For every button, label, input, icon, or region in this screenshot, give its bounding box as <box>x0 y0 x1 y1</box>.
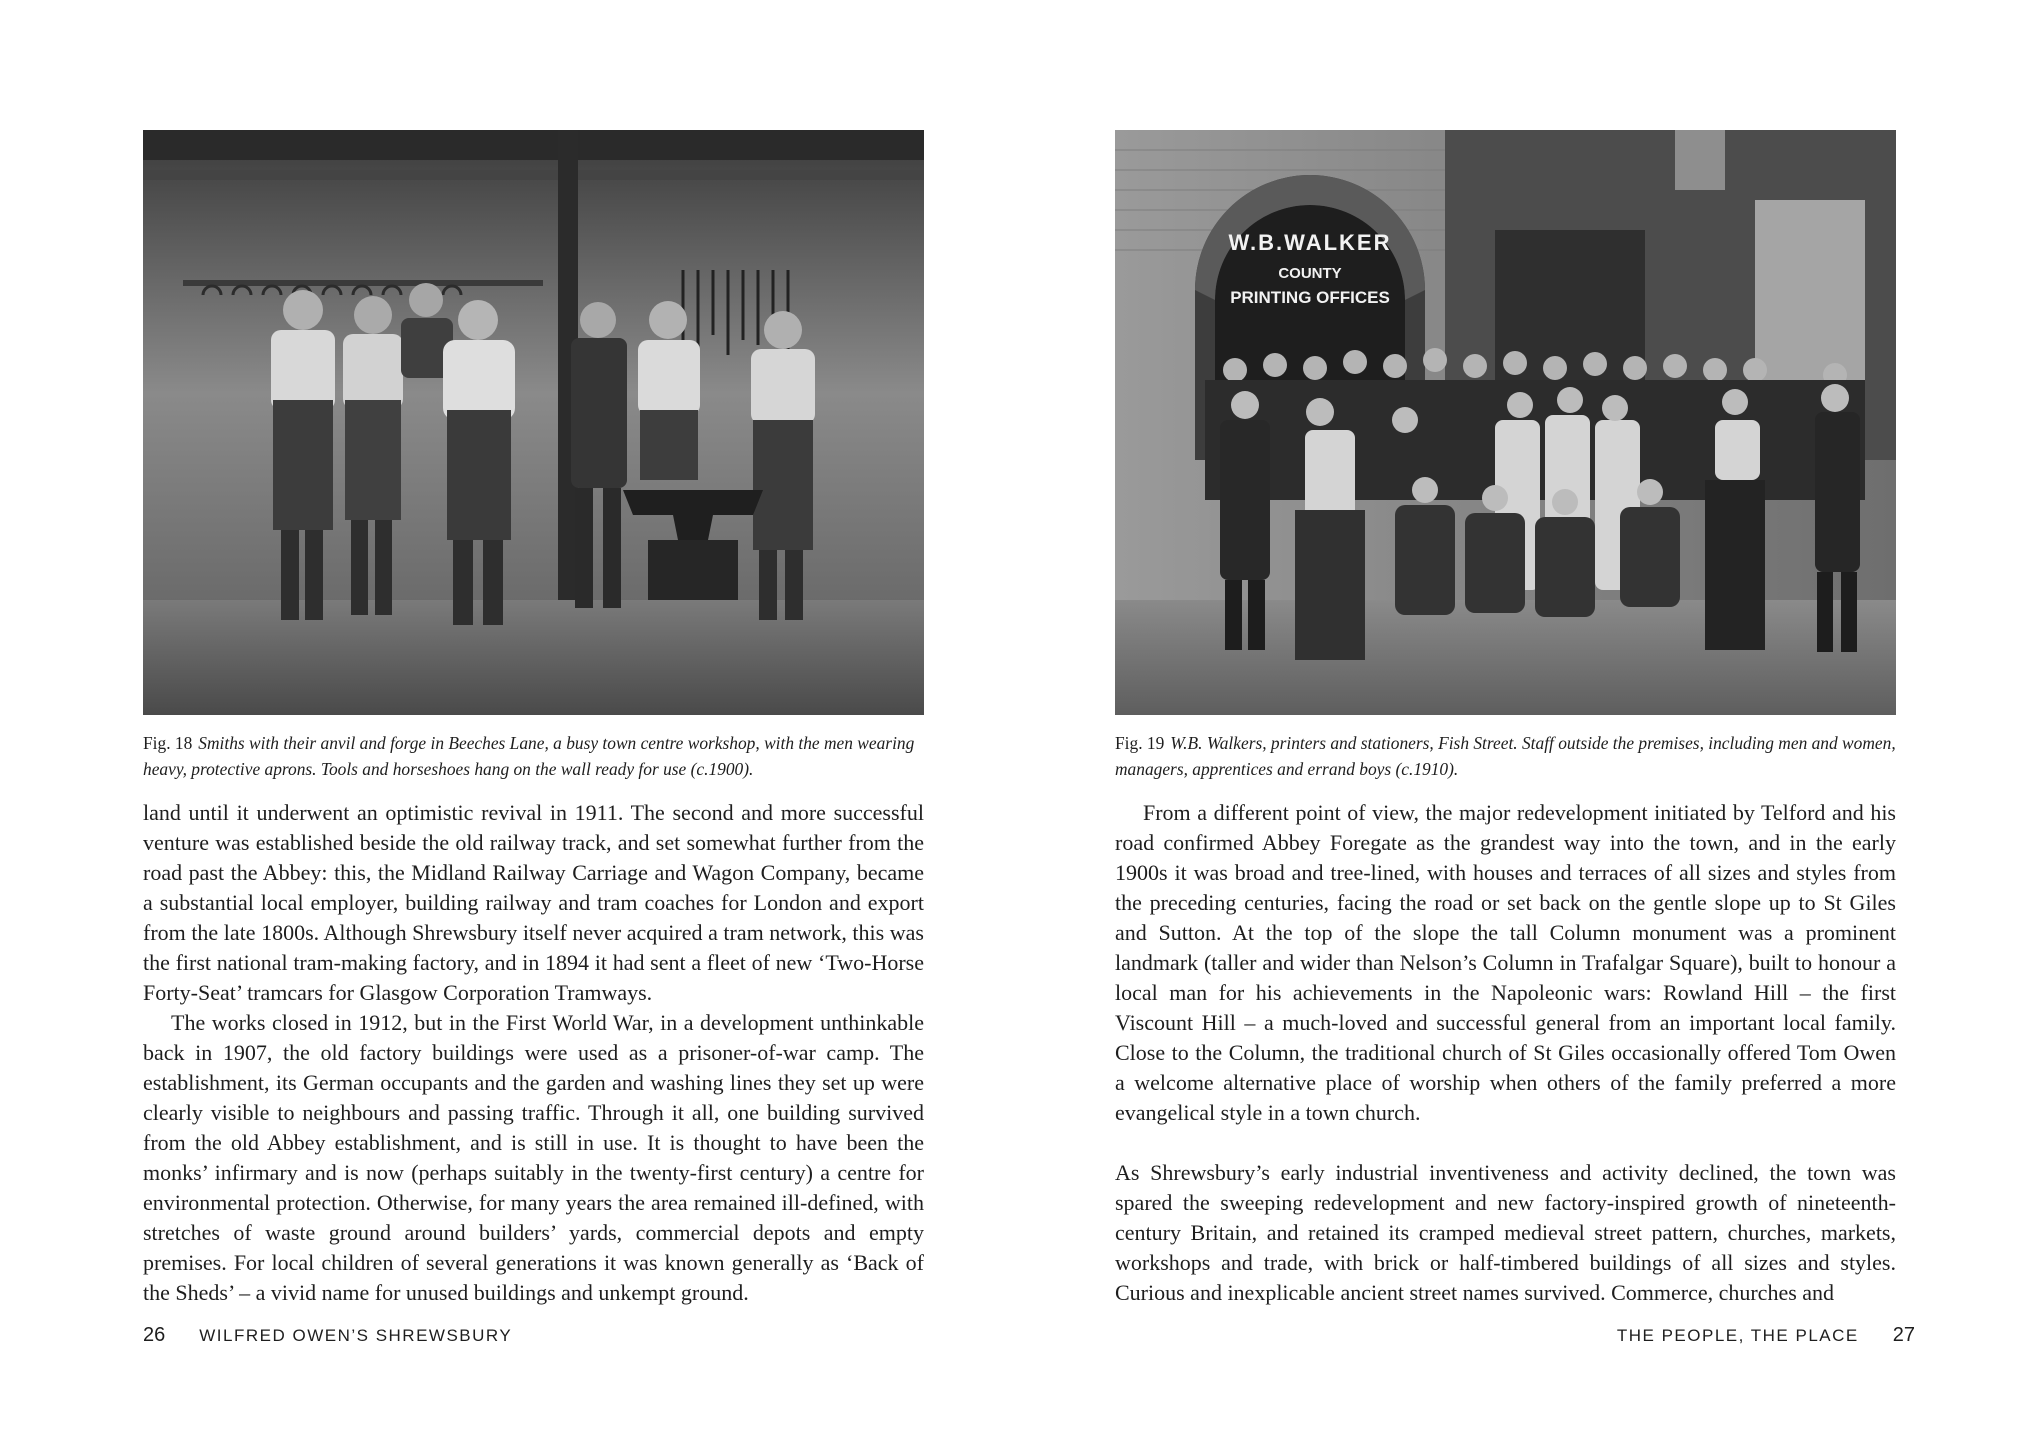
figure-caption <box>143 730 924 782</box>
blacksmiths-workshop-photo <box>143 130 924 715</box>
paragraph: land until it underwent an optimistic revival in 1911. The second and more successful venture was established beside the old railway track, and set somewhat further from the road past the Abbey: this, the Midland Railway Carriage and Wagon Company, became a substantial local employer, building railway and tram coaches for London and export from the late 1800s. Although Shrewsbury itself never acquired a tram network, this was the first national tram-making factory, and in 1894 it had sent a fleet of new ‘Two-Horse Forty-Seat’ tramcars for Glasgow Corporation Tramways. <box>143 800 924 1005</box>
right-page <box>1010 0 2020 1430</box>
figure-label: Fig. 18 <box>143 733 193 753</box>
paragraph: As Shrewsbury’s early industrial inventiveness and activity declined, the town was spared the sweeping redevelopment and new factory-inspired growth of nineteenth-century Britain, and retained its cramped medieval street pattern, churches, markets, workshops and trade, with brick or half-timbered buildings of all sizes and styles. Curious and inexplicable ancient street names survived. Commerce, churches and <box>1115 1160 1896 1305</box>
shop-sign-name: W.B.WALKER <box>1228 230 1392 255</box>
figure-label: Fig. 19 <box>1115 733 1165 753</box>
figure-caption <box>1115 730 1896 782</box>
running-head: THE PEOPLE, THE PLACE <box>1616 1326 1859 1345</box>
page-number: 27 <box>1892 1324 1915 1346</box>
caption-text: Smiths with their anvil and forge in Beeches Lane, a busy town centre workshop, with the men wearing heavy, protective aprons. Tools and horseshoes hang on the wall ready for use (c.1900). <box>143 733 915 779</box>
page-footer <box>1617 1324 1915 1347</box>
page-number: 26 <box>143 1324 166 1346</box>
page-footer <box>143 1324 512 1347</box>
running-head: WILFRED OWEN’S SHREWSBURY <box>199 1326 513 1345</box>
printing-office-staff-photo <box>1115 130 1896 715</box>
body-text <box>143 798 924 1308</box>
printing-office-photo-illustration <box>1115 130 1896 715</box>
paragraph: The works closed in 1912, but in the First World War, in a development unthinkable back in 1907, the old factory buildings were used as a prisoner-of-war camp. The establishment, its German occupants and the garden and washing lines they set up were clearly visible to neighbours and passing traffic. Through it all, one building survived from the old Abbey establishment, and is still in use. It is thought to have been the monks’ infirmary and is now (perhaps suitably in the twenty-first century) a centre for environmental protection. Otherwise, for many years the area remained ill-defined, with stretches of waste ground around builders’ yards, commercial depots and empty premises. For local children of several generations it was known generally as ‘Back of the Sheds’ – a vivid name for unused buildings and unkempt ground. <box>143 1010 924 1305</box>
caption-text: W.B. Walkers, printers and stationers, Fish Street. Staff outside the premises, including men and women, managers, apprentices and errand boys (c.1910). <box>1115 733 1896 779</box>
body-text <box>1115 798 1896 1308</box>
blacksmiths-photo-illustration <box>143 130 924 715</box>
paragraph: From a different point of view, the major redevelopment initiated by Telford and his road confirmed Abbey Foregate as the grandest way into the town, and in the early 1900s it was broad and tree-lined, with houses and terraces of all sizes and styles from the preceding centuries, facing the road or set back on the gentle slope up to St Giles and Sutton. At the top of the slope the tall Column monument was a prominent landmark (taller and wider than Nelson’s Column in Trafalgar Square), built to honour a local man for his achievements in the Napoleonic wars: Rowland Hill – the first Viscount Hill – a much-loved and successful general from an important local family. Close to the Column, the traditional church of St Giles occasionally offered Tom Owen a welcome alternative place of worship when others of the family preferred a more evangelical style in a town church. <box>1115 800 1896 1125</box>
shop-sign-offices: PRINTING OFFICES <box>1230 288 1390 307</box>
shop-sign-county: COUNTY <box>1278 265 1342 282</box>
